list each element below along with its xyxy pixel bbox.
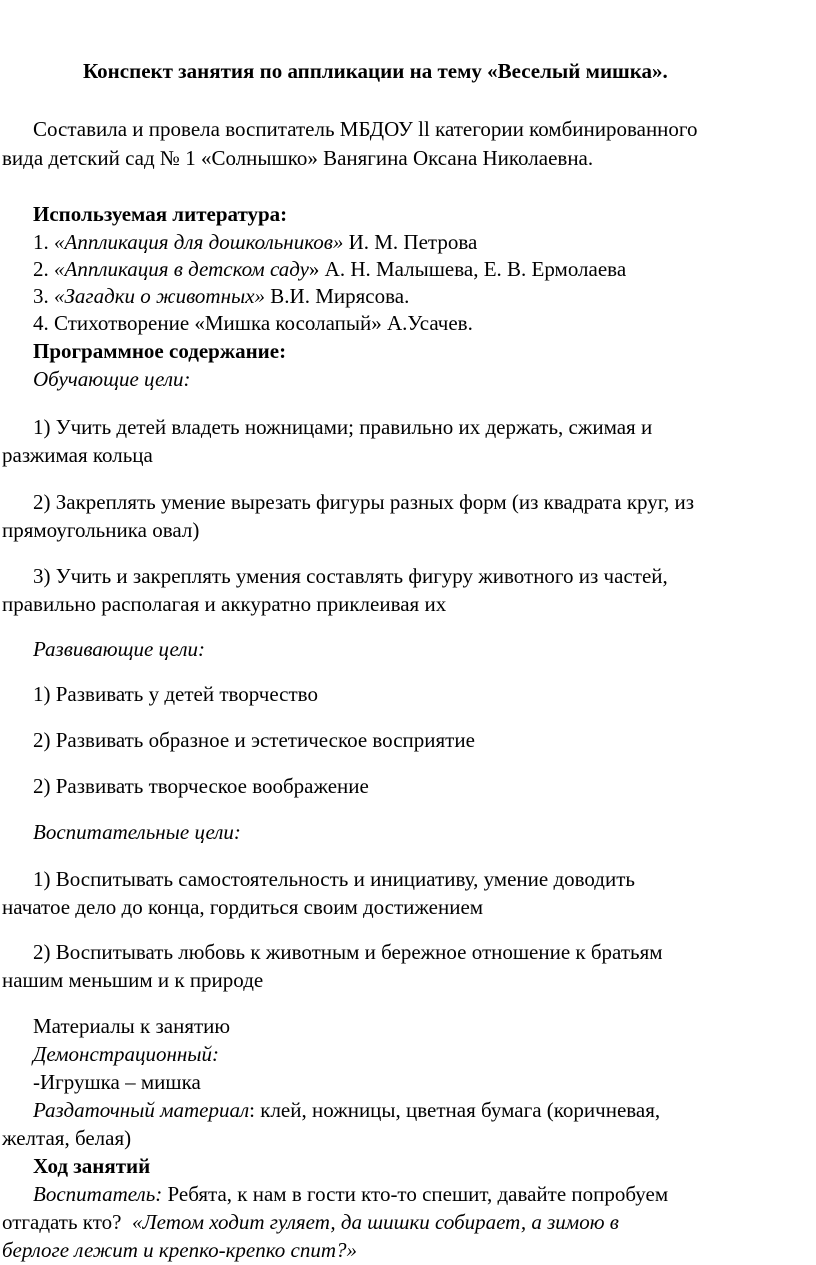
- program-heading: Программное содержание:: [33, 339, 287, 363]
- upbringing-goals-label: Воспитательные цели:: [33, 820, 241, 844]
- developing-goals-label: Развивающие цели:: [33, 637, 206, 661]
- lesson-heading: Ход занятий: [33, 1154, 151, 1178]
- developing-goal-2: 2) Развивать образное и эстетическое восприятие: [33, 728, 475, 752]
- literature-item-close-quote: »: [308, 257, 320, 281]
- learning-goals-label: Обучающие цели:: [33, 367, 191, 391]
- lesson-line-1: [33, 1180, 668, 1208]
- document-title: Конспект занятия по аппликации на тему «Веселый мишка».: [83, 59, 668, 83]
- materials-heading: Материалы к занятию: [33, 1014, 231, 1038]
- literature-item-author: А. Н. Малышева, Е. В. Ермолаева: [319, 257, 627, 281]
- upbringing-goal-2-line-1: 2) Воспитывать любовь к животным и бережное отношение к братьям: [33, 940, 663, 964]
- learning-goal-3-line-2: правильно располагая и аккуратно приклеивая их: [2, 592, 447, 616]
- handout-material-line-2: желтая, белая): [2, 1126, 132, 1150]
- author-line-1: Составила и провела воспитатель МБДОУ ll категории комбинированного: [33, 117, 698, 141]
- literature-item-4: 4. Стихотворение «Мишка косолапый» А.Усачев.: [33, 311, 473, 335]
- literature-heading: Используемая литература:: [33, 202, 288, 226]
- handout-material-line-1: [33, 1096, 660, 1124]
- author-line-2: вида детский сад № 1 «Солнышко» Ванягина Оксана Николаевна.: [2, 146, 594, 170]
- handout-material-text: : клей, ножницы, цветная бумага (коричневая,: [249, 1098, 661, 1122]
- literature-item-title: «Аппликация в детском саду: [54, 257, 309, 281]
- learning-goal-3-line-1: 3) Учить и закреплять умения составлять фигуру животного из частей,: [33, 564, 668, 588]
- learning-goal-1-line-1: 1) Учить детей владеть ножницами; правильно их держать, сжимая и: [33, 415, 653, 439]
- lesson-question: отгадать кто?: [2, 1210, 132, 1234]
- upbringing-goal-2-line-2: нашим меньшим и к природе: [2, 968, 264, 992]
- literature-item-1: [33, 228, 477, 256]
- literature-item-num: 1.: [33, 230, 54, 254]
- learning-goal-2-line-2: прямоугольника овал): [2, 518, 200, 542]
- literature-item-author: И. М. Петрова: [343, 230, 478, 254]
- literature-item-title: «Аппликация для дошкольников»: [54, 230, 344, 254]
- literature-item-author: В.И. Мирясова.: [265, 284, 410, 308]
- literature-item-3: [33, 282, 409, 310]
- lesson-line-2: [2, 1208, 619, 1236]
- literature-item-title: «Загадки о животных»: [54, 284, 266, 308]
- learning-goal-2-line-1: 2) Закреплять умение вырезать фигуры разных форм (из квадрата круг, из: [33, 490, 695, 514]
- literature-item-num: 2.: [33, 257, 54, 281]
- literature-item-num: 3.: [33, 284, 54, 308]
- demo-material-item: -Игрушка – мишка: [33, 1070, 201, 1094]
- demo-material-label: Демонстрационный:: [33, 1042, 220, 1066]
- developing-goal-1: 1) Развивать у детей творчество: [33, 682, 318, 706]
- speaker-speech: Ребята, к нам в гости кто-то спешит, давайте попробуем: [162, 1182, 669, 1206]
- speaker-label: Воспитатель:: [33, 1182, 163, 1206]
- developing-goal-3: 2) Развивать творческое воображение: [33, 774, 369, 798]
- learning-goal-1-line-2: разжимая кольца: [2, 443, 153, 467]
- literature-item-2: [33, 255, 626, 283]
- riddle-part-2: берлоге лежит и крепко-крепко спит?»: [2, 1238, 358, 1262]
- riddle-part-1: «Летом ходит гуляет, да шишки собирает, а зимою в: [131, 1210, 619, 1234]
- handout-material-label: Раздаточный материал: [33, 1098, 250, 1122]
- upbringing-goal-1-line-2: начатое дело до конца, гордиться своим достижением: [2, 895, 484, 919]
- upbringing-goal-1-line-1: 1) Воспитывать самостоятельность и инициативу, умение доводить: [33, 867, 635, 891]
